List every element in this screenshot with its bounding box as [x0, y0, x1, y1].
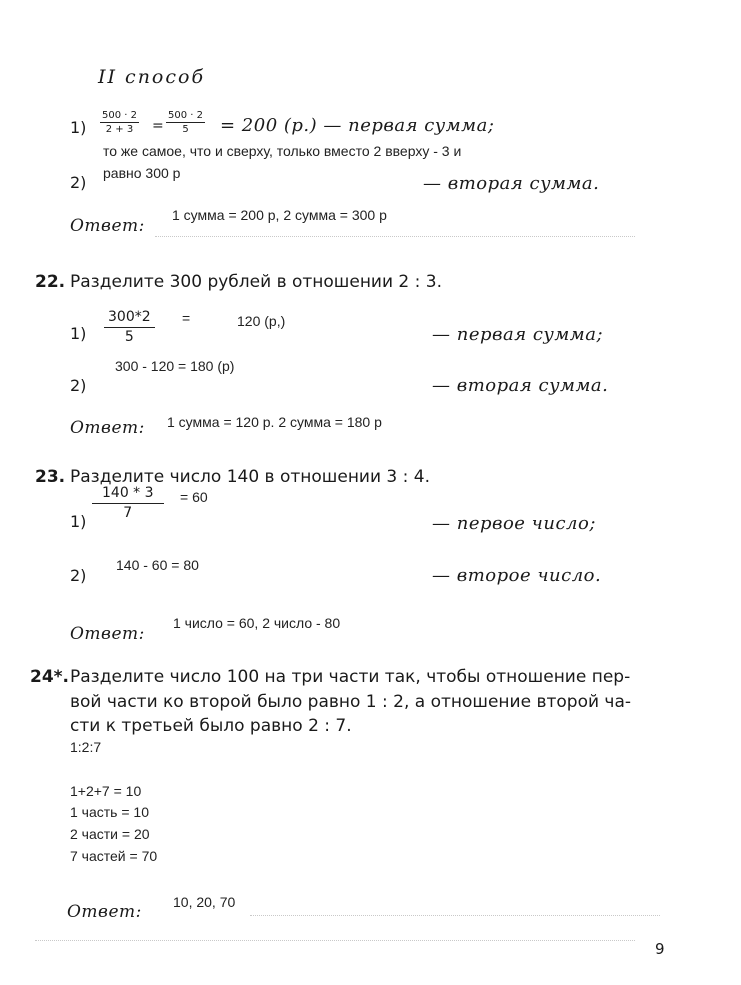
task24-work-line: 1:2:7	[70, 739, 102, 755]
task22-line2-label: — вторая сумма.	[432, 375, 609, 396]
method-title: II способ	[98, 66, 206, 88]
task22-line1-result: 120 (р,)	[237, 313, 286, 329]
task22-line2-number: 2)	[70, 376, 87, 395]
task22-text: Разделите 300 рублей в отношении 2 : 3.	[70, 272, 443, 292]
task22-line2-calc: 300 - 120 = 180 (р)	[115, 358, 235, 374]
task23-answer-text: 1 число = 60, 2 число - 80	[173, 615, 341, 631]
task23-fraction-numerator: 140 * 3	[92, 485, 164, 504]
m2-fraction-1-denominator: 2 + 3	[105, 124, 134, 135]
task23-fraction-denominator: 7	[123, 505, 133, 521]
task22-answer-label: Ответ:	[70, 418, 145, 438]
m2-fraction-1-numerator: 500 · 2	[102, 110, 137, 121]
m2-equals-sign: =	[152, 118, 164, 134]
task24-answer-text: 10, 20, 70	[173, 894, 236, 910]
task22-fraction-denominator: 5	[124, 329, 134, 345]
task24-work-line: 1 часть = 10	[70, 804, 149, 820]
m2-note-line2: равно 300 р	[103, 165, 181, 181]
task24-text-line2: вой части ко второй было равно 1 : 2, а отношение второй ча-	[70, 692, 632, 712]
m2-line2-label: — вторая сумма.	[423, 173, 600, 194]
task23-fraction	[92, 485, 164, 521]
task22-number: 22.	[35, 272, 66, 292]
task23-line1-result: = 60	[180, 489, 208, 505]
task23-text: Разделите число 140 в отношении 3 : 4.	[70, 467, 431, 487]
task23-line1-number: 1)	[70, 512, 87, 531]
m2-note-line1: то же самое, что и сверху, только вместо 2 вверху - 3 и	[103, 143, 462, 159]
task24-number: 24*.	[30, 667, 70, 687]
m2-fraction-2-numerator: 500 · 2	[168, 110, 203, 121]
page-number: 9	[655, 940, 665, 958]
m2-line2-number: 2)	[70, 173, 87, 192]
task22-answer-text: 1 сумма = 120 р. 2 сумма = 180 р	[167, 414, 382, 430]
task24-extra-dotted-line	[35, 940, 635, 941]
task23-line2-label: — второе число.	[432, 565, 602, 586]
task24-answer-dotted-line	[250, 915, 660, 916]
m2-line1-number: 1)	[70, 118, 87, 137]
task23-line2-calc: 140 - 60 = 80	[116, 557, 199, 573]
m2-line1-result: = 200 (р.) — первая сумма;	[220, 115, 495, 136]
task24-text-line3: сти к третьей было равно 2 : 7.	[70, 716, 352, 736]
task22-line1-number: 1)	[70, 324, 87, 343]
task24-answer-label: Ответ:	[67, 902, 142, 922]
task23-line2-number: 2)	[70, 566, 87, 585]
m2-fraction-2-denominator: 5	[182, 124, 189, 135]
task23-answer-label: Ответ:	[70, 624, 145, 644]
m2-answer-text: 1 сумма = 200 р, 2 сумма = 300 р	[172, 207, 387, 223]
task24-work-line: 7 частей = 70	[70, 848, 158, 864]
task24-text-line1: Разделите число 100 на три части так, чтобы отношение пер-	[70, 667, 631, 687]
task23-line1-label: — первое число;	[432, 513, 596, 534]
task22-equals-sign: =	[182, 310, 191, 326]
task22-fraction	[104, 309, 155, 345]
task24-work-line: 1+2+7 = 10	[70, 783, 142, 799]
task24-work-line: 2 части = 20	[70, 826, 150, 842]
m2-answer-dotted-line	[155, 236, 635, 237]
m2-answer-label: Ответ:	[70, 216, 145, 236]
m2-fraction-1	[100, 110, 139, 135]
task22-fraction-numerator: 300*2	[104, 309, 155, 328]
m2-fraction-2	[166, 110, 205, 135]
task22-line1-label: — первая сумма;	[432, 324, 604, 345]
task23-number: 23.	[35, 467, 66, 487]
